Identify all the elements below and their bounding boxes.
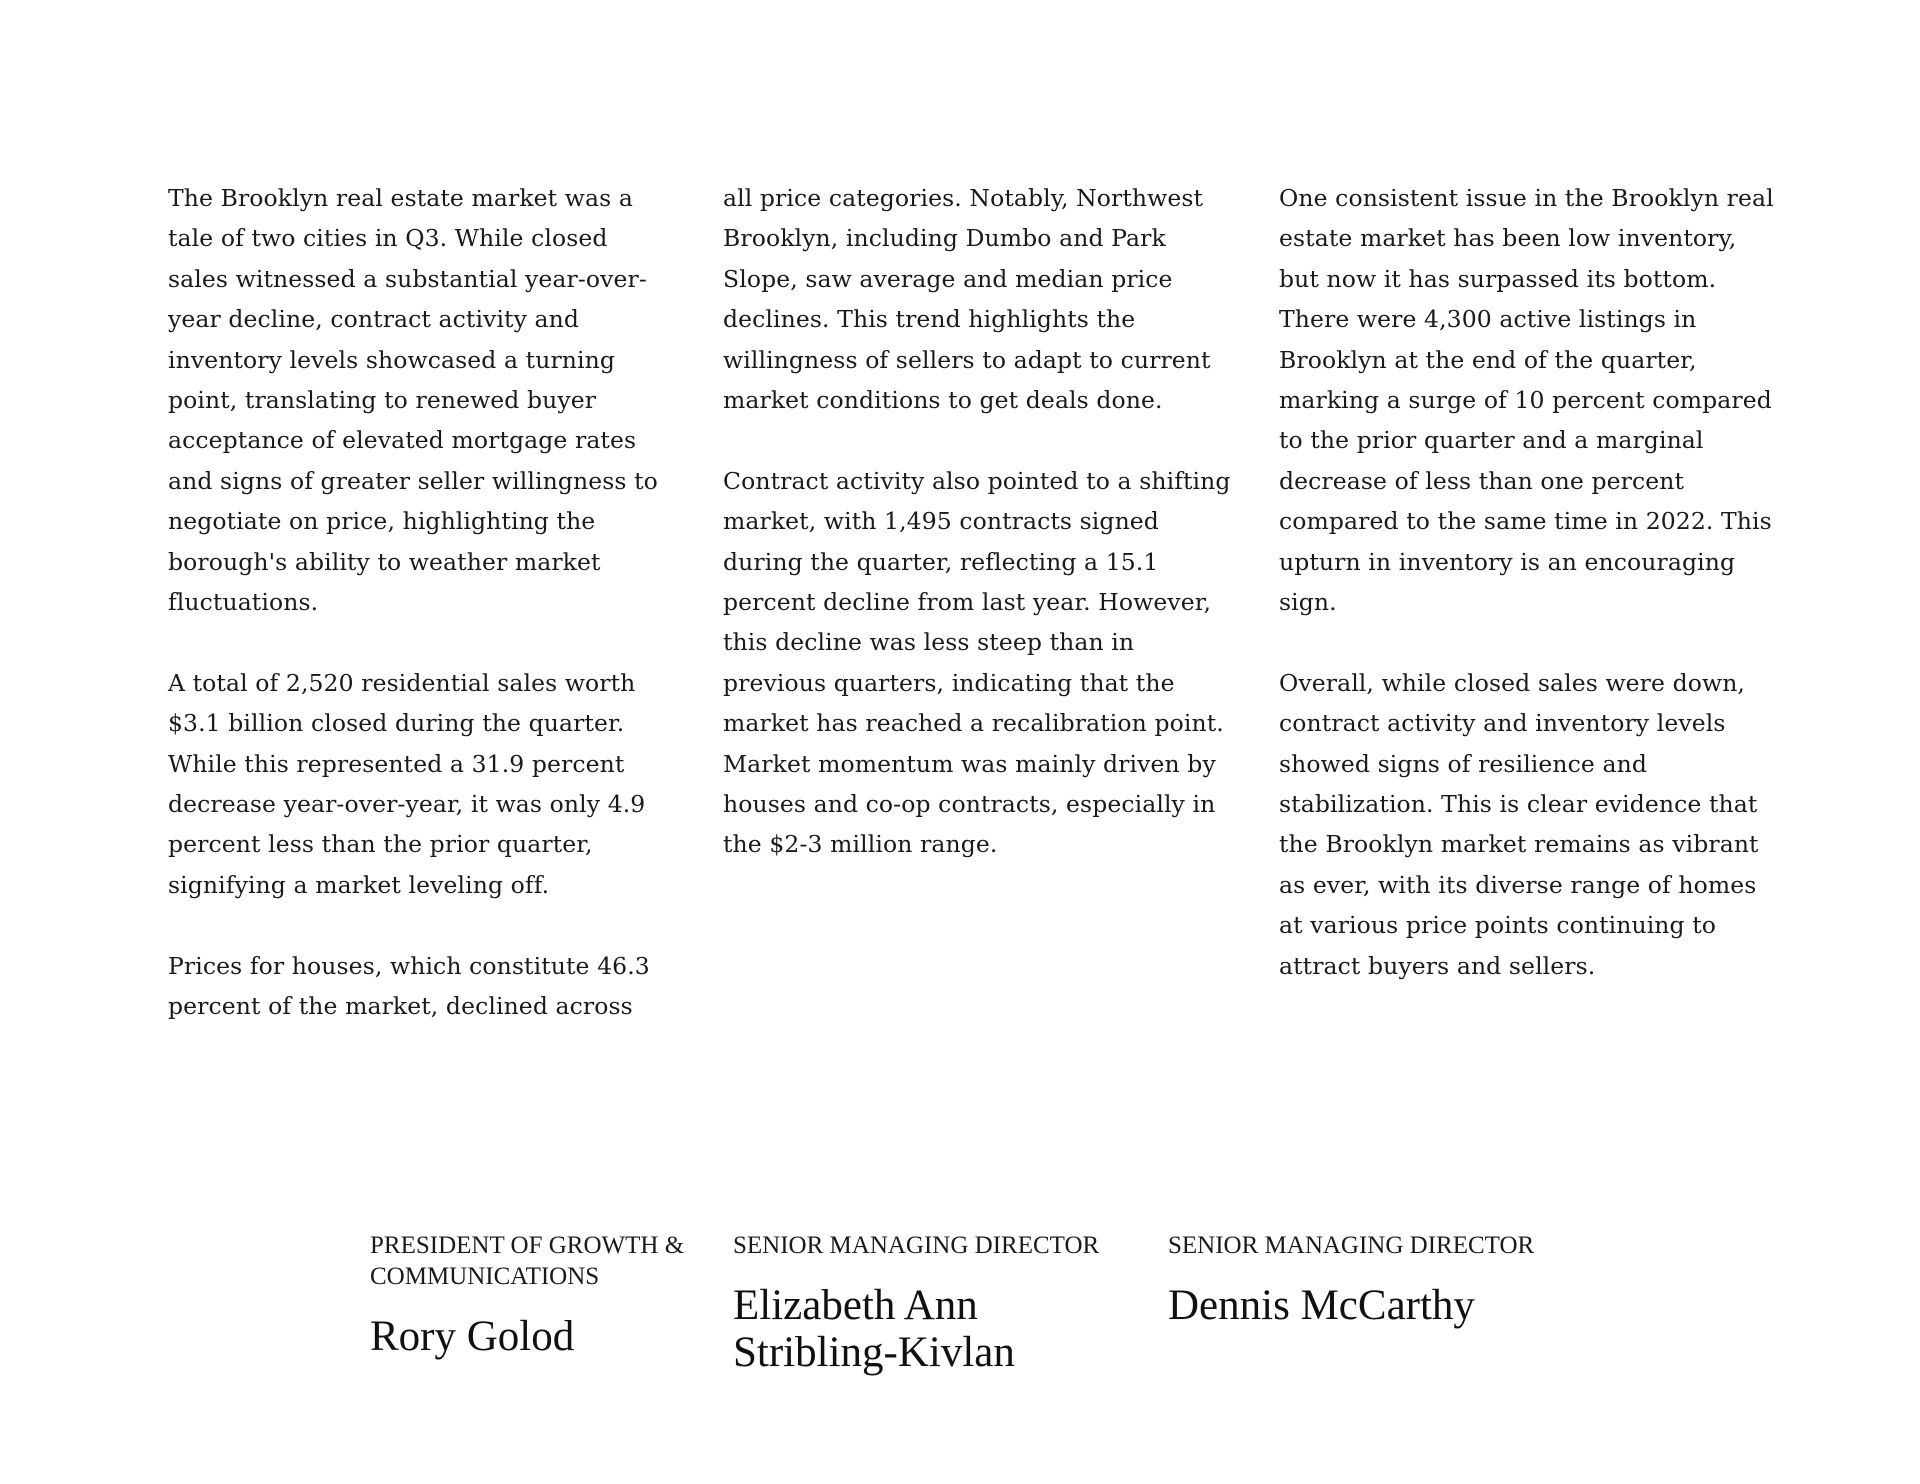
article-body xyxy=(168,178,1774,1058)
signature-name: Rory Golod xyxy=(370,1313,575,1360)
article-column-2 xyxy=(723,178,1233,905)
column-2-paragraph-1: all price categories. Notably, Northwest Brooklyn, including Dumbo and Park Slope, saw average and median price declines. This trend highlights the willingness of sellers to adapt to current market conditions to get deals done. xyxy=(723,184,1211,415)
signature-title: SENIOR MANAGING DIRECTOR xyxy=(1168,1232,1535,1259)
column-1-paragraph-2: A total of 2,520 residential sales worth $3.1 billion closed during the quarter. While this represented a 31.9 percent decrease year-over-year, it was only 4.9 percent less than the prior quarter, signifying a market leveling off. xyxy=(168,668,646,899)
signature-title: PRESIDENT OF GROWTH & COMMUNICATIONS xyxy=(370,1232,685,1290)
column-2-paragraph-2: Contract activity also pointed to a shifting market, with 1,495 contracts signed during the quarter, reflecting a 15.1 percent decline from last year. However, this decline was less steep than in previous quarters, indicating that the market has reached a recalibration point. Market momentum was mainly driven by houses and co-op contracts, especially in the $2-3 million range. xyxy=(723,466,1231,859)
signature-dennis-mccarthy xyxy=(1168,1230,1588,1329)
column-3-paragraph-1: One consistent issue in the Brooklyn real estate market has been low inventory, but now it has surpassed its bottom. There were 4,300 active listings in Brooklyn at the end of the quarter, marking a surge of 10 percent compared to the prior quarter and a marginal decrease of less than one percent compared to the same time in 2022. This upturn in inventory is an encouraging sign. xyxy=(1279,184,1774,617)
column-3-paragraph-2: Overall, while closed sales were down, contract activity and inventory levels showed signs of resilience and stabilization. This is clear evidence that the Brooklyn market remains as vibrant as ever, with its diverse range of homes at various price points continuing to attract buyers and sellers. xyxy=(1279,668,1759,980)
article-column-3 xyxy=(1279,178,1779,1027)
signature-block xyxy=(0,1230,1920,1430)
signature-elizabeth-ann-stribling-kivlan xyxy=(733,1230,1113,1376)
signature-rory-golod xyxy=(370,1230,690,1360)
column-1-paragraph-3: Prices for houses, which constitute 46.3 percent of the market, declined across xyxy=(168,951,650,1021)
column-1-paragraph-1: The Brooklyn real estate market was a tale of two cities in Q3. While closed sales witnessed a substantial year-over-year decline, contract activity and inventory levels showcased a turning point, translating to renewed buyer acceptance of elevated mortgage rates and signs of greater seller willingness to negotiate on price, highlighting the borough's ability to weather market fluctuations. xyxy=(168,184,658,617)
signature-name: Elizabeth Ann Stribling-Kivlan xyxy=(733,1282,1015,1376)
signature-title: SENIOR MANAGING DIRECTOR xyxy=(733,1232,1100,1259)
signature-name: Dennis McCarthy xyxy=(1168,1282,1475,1329)
article-column-1 xyxy=(168,178,668,1067)
